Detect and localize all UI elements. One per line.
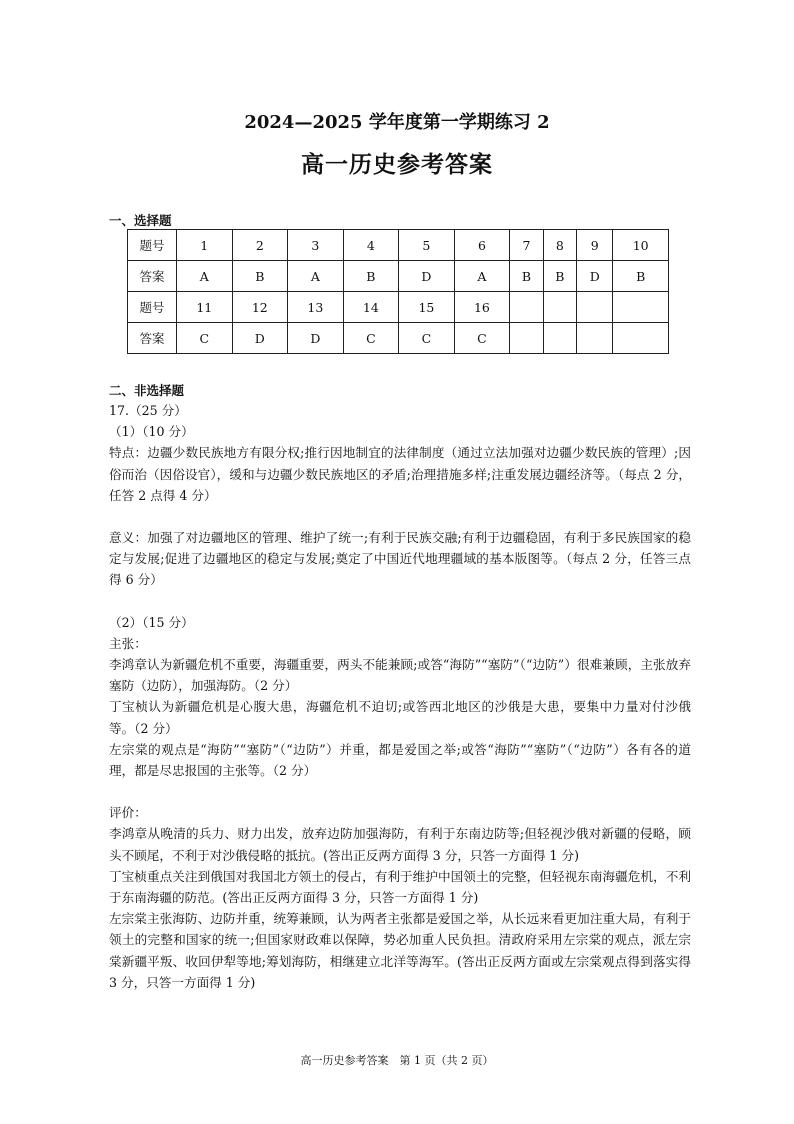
table-cell: C — [454, 323, 510, 354]
subquestion-2-heading: （2）（15 分） — [109, 614, 194, 630]
title-line-2: 高一历史参考答案 — [301, 151, 493, 178]
table-cell: 5 — [399, 230, 455, 261]
table-cell: 14 — [343, 292, 399, 323]
table-cell: D — [399, 261, 455, 292]
title-line-1: 2024—2025 学年度第一学期练习 2 — [244, 112, 550, 133]
table-cell — [543, 323, 576, 354]
paragraph-zuo-zongtang-eval: 左宗棠主张海防、边防并重，统筹兼顾，认为两者主张都是爱国之举，从长远来看更加注重大局，有利于领土的完整和国家的统一;但国家财政难以保障，势必加重人民负担。清政府采用左宗棠的观点，派左宗棠新疆平叛、收回伊犁等地;筹划海防，相继建立北洋等海军。(答出正反两方面或左宗棠观点得到落实得 3 分，只答一方面得 1 分) — [109, 911, 691, 990]
table-cell: B — [613, 261, 669, 292]
table-cell: B — [510, 261, 543, 292]
table-cell: D — [232, 323, 288, 354]
table-row — [128, 292, 669, 323]
table-cell: 9 — [577, 230, 613, 261]
table-cell — [510, 323, 543, 354]
table-cell: 2 — [232, 230, 288, 261]
paragraph-zuo-zongtang-claim: 左宗棠的观点是“海防”“塞防”（“边防”）并重，都是爱国之举;或答“海防”“塞防”（“边防”）各有各的道理，都是尽忠报国的主张等。（2 分） — [109, 741, 691, 779]
paragraph-features: 特点：边疆少数民族地方有限分权;推行因地制宜的法律制度（通过立法加强对边疆少数民族的管理）;因俗而治（因俗设官），缓和与边疆少数民族地区的矛盾;治理措施多样;注重发展边疆经济等。（每点 2 分，任答 2 点得 4 分） — [109, 445, 691, 503]
table-cell: 答案 — [128, 261, 177, 292]
claims-label: 主张： — [109, 635, 147, 651]
spacer — [109, 781, 691, 802]
table-cell: 11 — [177, 292, 233, 323]
answer-table — [127, 229, 669, 354]
table-cell: C — [343, 323, 399, 354]
table-cell: 13 — [288, 292, 344, 323]
table-cell: A — [454, 261, 510, 292]
table-cell: 7 — [510, 230, 543, 261]
table-cell: C — [399, 323, 455, 354]
table-cell: 1 — [177, 230, 233, 261]
table-row — [128, 323, 669, 354]
paragraph-li-hongzhang-claim: 李鸿章认为新疆危机不重要，海疆重要，两头不能兼顾;或答“海防”“塞防”（“边防”）很难兼顾，主张放弃塞防（边防），加强海防。（2 分） — [109, 657, 691, 694]
table-cell: 8 — [543, 230, 576, 261]
spacer — [109, 591, 691, 612]
table-cell: 3 — [288, 230, 344, 261]
question-number: 17.（25 分） — [109, 403, 187, 418]
section-2-title: 二、非选择题 — [109, 383, 185, 398]
table-cell: 答案 — [128, 323, 177, 354]
table-cell: D — [577, 261, 613, 292]
table-cell — [613, 292, 669, 323]
table-cell — [577, 323, 613, 354]
table-cell: B — [232, 261, 288, 292]
table-cell: 题号 — [128, 292, 177, 323]
table-cell: C — [177, 323, 233, 354]
subquestion-1-heading: （1）（10 分） — [109, 424, 194, 440]
answer-body — [109, 400, 691, 993]
paragraph-ding-baozhen-eval: 丁宝桢重点关注到俄国对我国北方领土的侵占，有利于维护中国领土的完整，但轻视东南海疆危机，不利于东南海疆的防范。(答出正反两方面得 3 分，只答一方面得 1 分) — [109, 868, 691, 906]
table-row — [128, 261, 669, 292]
table-cell: A — [177, 261, 233, 292]
table-cell: D — [288, 323, 344, 354]
section-1-title: 一、选择题 — [109, 213, 172, 228]
evaluation-label: 评价： — [109, 805, 147, 821]
table-cell: 4 — [343, 230, 399, 261]
paragraph-li-hongzhang-eval: 李鸿章从晚清的兵力、财力出发，放弃边防加强海防，有利于东南边防等;但轻视沙俄对新疆的侵略，顾头不顾尾，不利于对沙俄侵略的抵抗。(答出正反两方面得 3 分，只答一方面得 1 分) — [109, 826, 691, 863]
table-cell — [613, 323, 669, 354]
table-row — [128, 230, 669, 261]
paragraph-significance: 意义：加强了对边疆地区的管理、维护了统一;有利于民族交融;有利于边疆稳固，有利于多民族国家的稳定与发展;促进了边疆地区的稳定与发展;奠定了中国近代地理疆域的基本版图等。（每点 2 分，任答三点得 6 分） — [109, 530, 691, 588]
table-cell: B — [343, 261, 399, 292]
table-cell: A — [288, 261, 344, 292]
spacer — [109, 506, 691, 527]
table-cell: 15 — [399, 292, 455, 323]
table-cell — [543, 292, 576, 323]
table-cell: 10 — [613, 230, 669, 261]
page-footer: 高一历史参考答案 第 1 页（共 2 页） — [300, 1054, 494, 1067]
table-cell — [510, 292, 543, 323]
table-cell: B — [543, 261, 576, 292]
table-cell: 12 — [232, 292, 288, 323]
table-cell: 6 — [454, 230, 510, 261]
paragraph-ding-baozhen-claim: 丁宝桢认为新疆危机是心腹大患，海疆危机不迫切;或答西北地区的沙俄是大患，要集中力量对付沙俄等。（2 分） — [109, 699, 691, 736]
table-cell — [577, 292, 613, 323]
table-cell: 16 — [454, 292, 510, 323]
table-cell: 题号 — [128, 230, 177, 261]
